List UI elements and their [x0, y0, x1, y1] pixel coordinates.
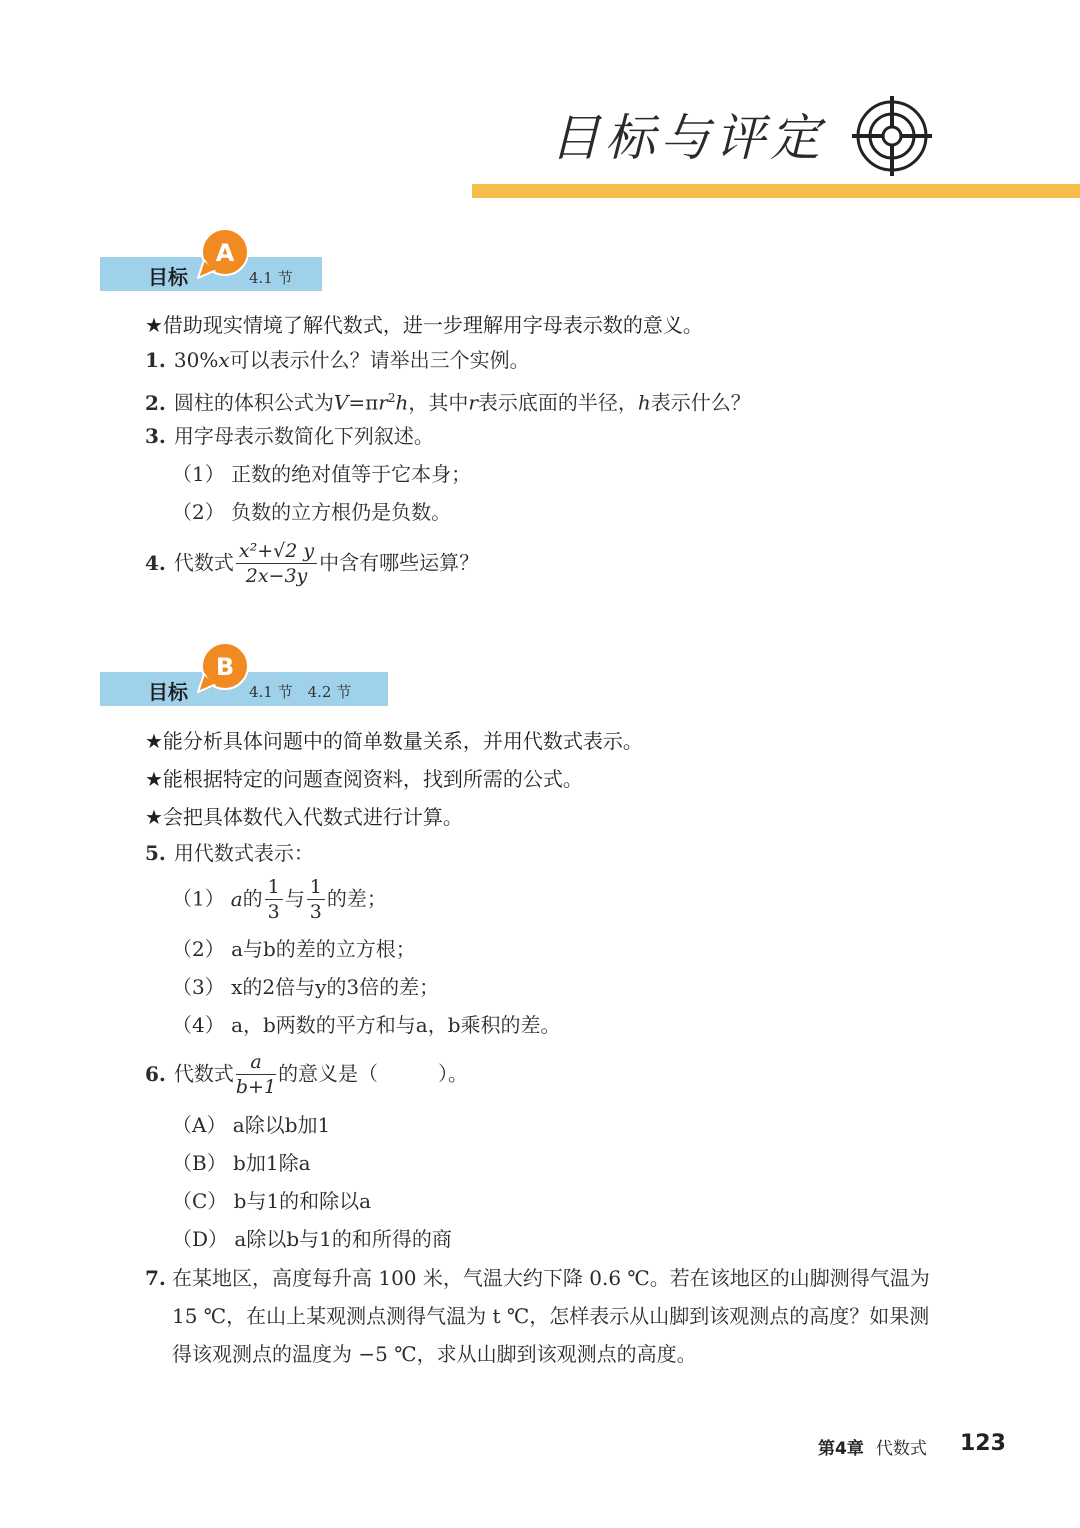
q1-percent: 30% [173, 348, 219, 372]
q2-var-h: h [395, 390, 409, 415]
q6-fraction [236, 1053, 276, 1097]
q6-numerator: a [236, 1053, 276, 1075]
goal-b-objective-1: ★能分析具体问题中的简单数量关系，并用代数式表示。 [145, 729, 643, 753]
question-6-option-c: （C） b与1的和除以a [172, 1189, 372, 1213]
question-2 [145, 383, 751, 418]
q2-text-b: ，其中 [408, 390, 469, 415]
q2-var-r: r [378, 390, 388, 415]
q3-text: 用字母表示数简化下列叙述。 [173, 424, 434, 448]
goal-a-badge-bubble [196, 228, 250, 280]
q2-var-r2: r [468, 390, 478, 415]
target-icon [852, 96, 932, 176]
goal-a-badge: A [215, 239, 235, 267]
q6-post: 的意义是（ ）。 [278, 1061, 469, 1086]
question-4-number: 4. [145, 550, 166, 575]
question-3-number: 3. [145, 424, 166, 448]
goal-a-label: 目标 [148, 265, 188, 289]
question-6-number: 6. [145, 1061, 166, 1086]
q2-var-h2: h [637, 390, 651, 415]
page-title: 目标与评定 [550, 109, 825, 167]
footer-chapter [818, 1434, 927, 1459]
question-5 [145, 838, 314, 868]
q2-exponent: 2 [387, 391, 396, 405]
page-number: 123 [960, 1431, 1006, 1456]
question-3 [145, 421, 434, 451]
q5-fraction-1 [265, 878, 283, 922]
goal-b-objective-2: ★能根据特定的问题查阅资料，找到所需的公式。 [145, 767, 583, 791]
q5-s1-label: （1） [172, 886, 225, 911]
question-5-sub-3: （3） x的2倍与y的3倍的差； [172, 975, 440, 999]
question-7-text: 在某地区，高度每升高 100 米，气温大约下降 0.6 ℃。若在该地区的山脚测得气温为 15 ℃，在山上某观测点测得气温为 t ℃，怎样表示从山脚到该观测点的高度？如果测得该观测点的温度为 −5 ℃，求从山脚到该观测点的高度。 [172, 1266, 930, 1366]
q2-text-a: 圆柱的体积公式为 [173, 390, 334, 415]
q2-text-c: 表示底面的半径， [477, 390, 638, 415]
footer-chapter-name: 代数式 [875, 1439, 927, 1459]
q5-f1-den: 3 [267, 901, 280, 923]
q6-pre: 代数式 [173, 1061, 234, 1086]
question-5-sub-4: （4） a，b两数的平方和与a，b乘积的差。 [172, 1013, 561, 1037]
question-7-number: 7. [145, 1266, 166, 1290]
q6-denominator: b+1 [235, 1076, 277, 1098]
question-1-number: 1. [145, 348, 166, 372]
title-underline-bar [472, 184, 1080, 198]
q5-f1-num: 1 [265, 878, 283, 900]
q4-pre: 代数式 [173, 550, 234, 575]
goal-b-label: 目标 [148, 680, 188, 704]
question-5-sub-1 [172, 878, 387, 922]
q5-s1-post: 的差； [326, 886, 387, 911]
goal-b-badge-bubble [196, 642, 250, 694]
q5-s1-var: a [230, 886, 243, 911]
footer-chapter-number: 第4章 [818, 1439, 864, 1459]
q5-fraction-2 [307, 878, 325, 922]
question-3-sub-2: （2） 负数的立方根仍是负数。 [172, 500, 452, 524]
question-2-number: 2. [145, 390, 166, 415]
q5-s1-mid2: 与 [284, 886, 305, 911]
q1-variable: x [218, 348, 230, 372]
q4-post: 中含有哪些运算？ [319, 550, 480, 575]
q4-numerator: x²+√2 y [236, 542, 317, 564]
goal-b-sections: 4.1 节 4.2 节 [249, 683, 352, 701]
q2-var-v: V [333, 390, 349, 415]
q5-text: 用代数式表示： [173, 841, 314, 865]
q2-text-d: 表示什么？ [650, 390, 751, 415]
goal-a-objective: ★借助现实情境了解代数式，进一步理解用字母表示数的意义。 [145, 313, 703, 337]
q1-text: 可以表示什么？请举出三个实例。 [229, 348, 530, 372]
question-7-number-wrap [145, 1263, 174, 1293]
question-3-sub-1: （1） 正数的绝对值等于它本身； [172, 462, 472, 486]
q2-eq: =π [348, 390, 379, 415]
q4-fraction [236, 542, 317, 586]
q4-denominator: 2x−3y [245, 565, 308, 587]
question-6-option-a: （A） a除以b加1 [172, 1113, 331, 1137]
question-6-option-d: （D） a除以b与1的和所得的商 [172, 1227, 452, 1251]
question-6 [145, 1053, 468, 1097]
q5-f2-den: 3 [309, 901, 322, 923]
question-5-number: 5. [145, 841, 166, 865]
question-4 [145, 542, 479, 586]
question-5-sub-2: （2） a与b的差的立方根； [172, 937, 416, 961]
goal-b-badge: B [215, 653, 235, 681]
goal-b-objective-3: ★会把具体数代入代数式进行计算。 [145, 805, 463, 829]
question-6-option-b: （B） b加1除a [172, 1151, 311, 1175]
q5-s1-mid1: 的 [242, 886, 263, 911]
q5-f2-num: 1 [307, 878, 325, 900]
question-1 [145, 345, 530, 375]
goal-a-sections: 4.1 节 [249, 269, 293, 287]
